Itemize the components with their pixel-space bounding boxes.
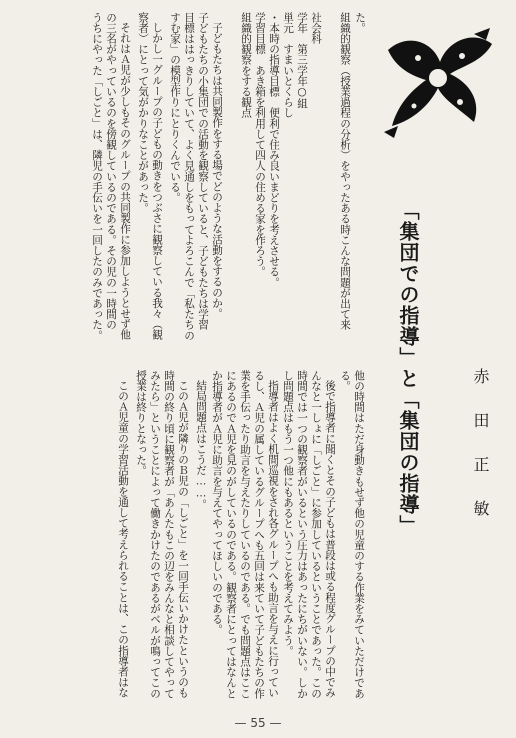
text-line: みたら」ということによって働きかけたのであるがベルが鳴ってこの	[149, 370, 161, 699]
text-line: しかし一グループの子どもの動きをつぶさに観察している我々（観	[151, 22, 163, 340]
text-line: 業を手伝ったり助言を与えたりしているのである。でも問題点はここ	[239, 370, 251, 699]
text-line: 時間の終り頃に観察者が「あんたもこの辺をみんなと相談してやって	[163, 370, 175, 699]
text-line: 組織的観察（授業過程の分析）をやったある時こんな問題が出て来	[339, 12, 351, 330]
text-line: このＡ児童の学習活動を通して考えられることは、この指導者はな	[117, 380, 129, 698]
text-line: 他の時間はただ身動きもせず他の児童のする作業をみていただけであ	[353, 370, 365, 699]
text-line: 結局問題点はこうだ……。	[195, 380, 207, 510]
text-line: 後で指導者に聞くとその子どもは普段は或る程度グループの中でみ	[324, 380, 336, 698]
text-line: か指導者がＡ児に助言を与えてやってほしいのである。	[211, 370, 223, 635]
text-line: このＡ児が隣りのＢ児の「しごと」を一回手伝いかけたというのも	[177, 380, 189, 698]
text-line: 時間では一つの観察者がいるという圧力はあったにちがいない。しか	[296, 370, 308, 699]
text-line: 目標ははっきりしていて、よく見通しをもってよろこんで「私たちの	[183, 12, 195, 341]
text-line: た。	[354, 12, 366, 34]
text-line: 社会科	[310, 12, 322, 44]
text-line: 単元 すまいとくらし	[282, 12, 294, 118]
page-number: — 55 —	[234, 716, 282, 730]
text-line: 学年 第三学年○組	[296, 12, 308, 109]
article-title-text: 「集団での指導」と「集団の指導」	[396, 200, 420, 536]
text-line: 子どもたちの小集団での活動を観察していると、子どもたちは学習	[197, 12, 209, 330]
text-line: し問題点はもう一つ他にもあるということを考えてみよう。	[282, 370, 294, 657]
text-line: る。	[339, 370, 351, 392]
author-name: 赤田正敏	[471, 368, 490, 544]
ink-brush-cut-icon	[378, 22, 500, 144]
text-line: の三名がやっているのを傍観しているのである。その児の一時間の	[105, 12, 117, 330]
article-title	[398, 200, 418, 536]
text-line: 学習目標 あき箱を利用して四人の住める家を作ろう。	[254, 12, 266, 277]
text-line: にあるのでＡ児を見のがしているのである。観察者にとってはなんと	[225, 370, 237, 699]
text-line: 組織的観察をする観点	[240, 12, 252, 118]
text-line: 授業は終りとなった。	[135, 370, 147, 476]
text-line: 子どもたちは共同製作をする場でどのような活動をするのか。	[211, 22, 223, 319]
text-line: んなと一しょに「しごと」に参加しているということであった。この	[310, 370, 322, 699]
text-line: るし、Ａ児の属しているグループへも五回は来ていて子どもたちの作	[253, 370, 265, 699]
text-line: それはＡ児が少しもそのグループの共同製作に参加しようとせず他	[119, 22, 131, 340]
text-line: ・本時の指導目標 便利で住み良いまどりを考えさせる。	[268, 12, 280, 288]
text-line: 指導者はよく机間巡視をされ各グループへも助言を与えに行ってい	[267, 380, 279, 698]
text-line: 察者）にとって気がかりなことがあった。	[137, 12, 149, 214]
text-line: すむ家」の模型作りにとりくんでいる。	[169, 12, 181, 203]
text-line: うちにやった「しごと」は、隣児の手伝いを一回したのみであった。	[91, 12, 103, 341]
